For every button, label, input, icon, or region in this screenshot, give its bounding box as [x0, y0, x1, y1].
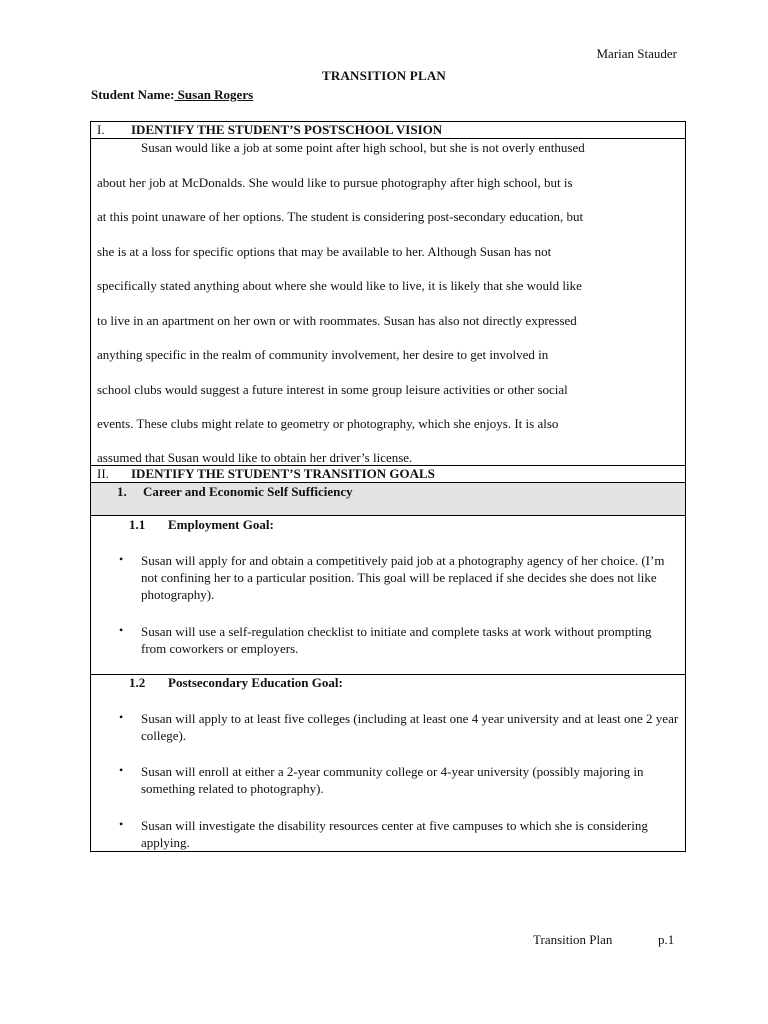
vision-line: at this point unaware of her options. The student is considering post-secondary education, but	[97, 209, 584, 224]
list-item-text: Susan will apply for and obtain a competitively paid job at a photography agency of her choice. (I’m not confining her to a particular position. This goal will be replaced if she decides she does not like photography).	[141, 553, 665, 602]
vision-line: to live in an apartment on her own or with roommates. Susan has also not directly expressed	[97, 313, 577, 328]
vision-line: school clubs would suggest a future interest in some group leisure activities or other social	[97, 382, 568, 397]
bullet-icon: •	[119, 623, 124, 637]
vision-line: anything specific in the realm of community involvement, her desire to get involved in	[97, 347, 549, 362]
bullet-icon: •	[119, 710, 124, 724]
section1-title: IDENTIFY THE STUDENT’S POSTSCHOOL VISION	[131, 122, 443, 137]
bullet-icon: •	[119, 552, 124, 566]
section1-heading	[91, 122, 685, 138]
career-subsection-heading	[91, 482, 685, 515]
page-footer	[533, 932, 675, 948]
vision-line: she is at a loss for specific options that may be available to her. Although Susan has not	[97, 244, 552, 259]
document-title: TRANSITION PLAN	[322, 68, 446, 83]
postsecondary-goal-title	[129, 675, 343, 691]
list-item	[119, 817, 679, 851]
vision-line: Susan would like a job at some point after high school, but she is not overly enthused	[141, 140, 585, 155]
career-title: Career and Economic Self Sufficiency	[143, 484, 353, 499]
section2-heading	[91, 465, 685, 482]
employment-goal-title	[129, 517, 274, 533]
section1-number: I.	[97, 122, 105, 137]
bullet-icon: •	[119, 817, 124, 831]
author-name: Marian Stauder	[596, 46, 677, 61]
vision-line: events. These clubs might relate to geometry or photography, which she enjoys. It is also	[97, 416, 559, 431]
employment-goal-label: Employment Goal:	[168, 517, 274, 532]
employment-goal-section	[91, 515, 685, 674]
postsecondary-goal-label: Postsecondary Education Goal:	[168, 675, 343, 690]
vision-line: assumed that Susan would like to obtain her driver’s license.	[97, 450, 413, 465]
vision-paragraph	[91, 138, 685, 465]
employment-goal-number: 1.1	[129, 517, 146, 532]
bullet-icon: •	[119, 763, 124, 777]
vision-line: about her job at McDonalds. She would like to pursue photography after high school, but is	[97, 175, 573, 190]
list-item	[119, 710, 679, 744]
postsecondary-goal-number: 1.2	[129, 675, 146, 690]
transition-plan-table	[90, 121, 686, 852]
list-item-text: Susan will apply to at least five colleges (including at least one 4 year university and at least one 2 year college).	[141, 711, 679, 743]
list-item	[119, 763, 679, 797]
list-item	[119, 623, 679, 657]
section2-number: II.	[97, 466, 109, 481]
career-number: 1.	[117, 484, 127, 499]
list-item-text: Susan will enroll at either a 2-year community college or 4-year university (possibly majoring in something related to photography).	[141, 764, 644, 796]
section2-title: IDENTIFY THE STUDENT’S TRANSITION GOALS	[131, 466, 435, 481]
page-number: p.1	[658, 932, 675, 947]
list-item-text: Susan will investigate the disability resources center at five campuses to which she is considering applying.	[141, 818, 648, 850]
vision-line: specifically stated anything about where she would like to live, it is likely that she would like	[97, 278, 582, 293]
footer-label: Transition Plan	[533, 932, 613, 947]
list-item-text: Susan will use a self-regulation checklist to initiate and complete tasks at work without prompting from coworkers or employers.	[141, 624, 652, 656]
student-name-line	[91, 87, 253, 103]
student-name: Susan Rogers	[174, 87, 254, 102]
list-item	[119, 552, 679, 603]
postsecondary-goal-section	[91, 674, 685, 851]
student-name-label: Student Name:	[91, 87, 175, 102]
